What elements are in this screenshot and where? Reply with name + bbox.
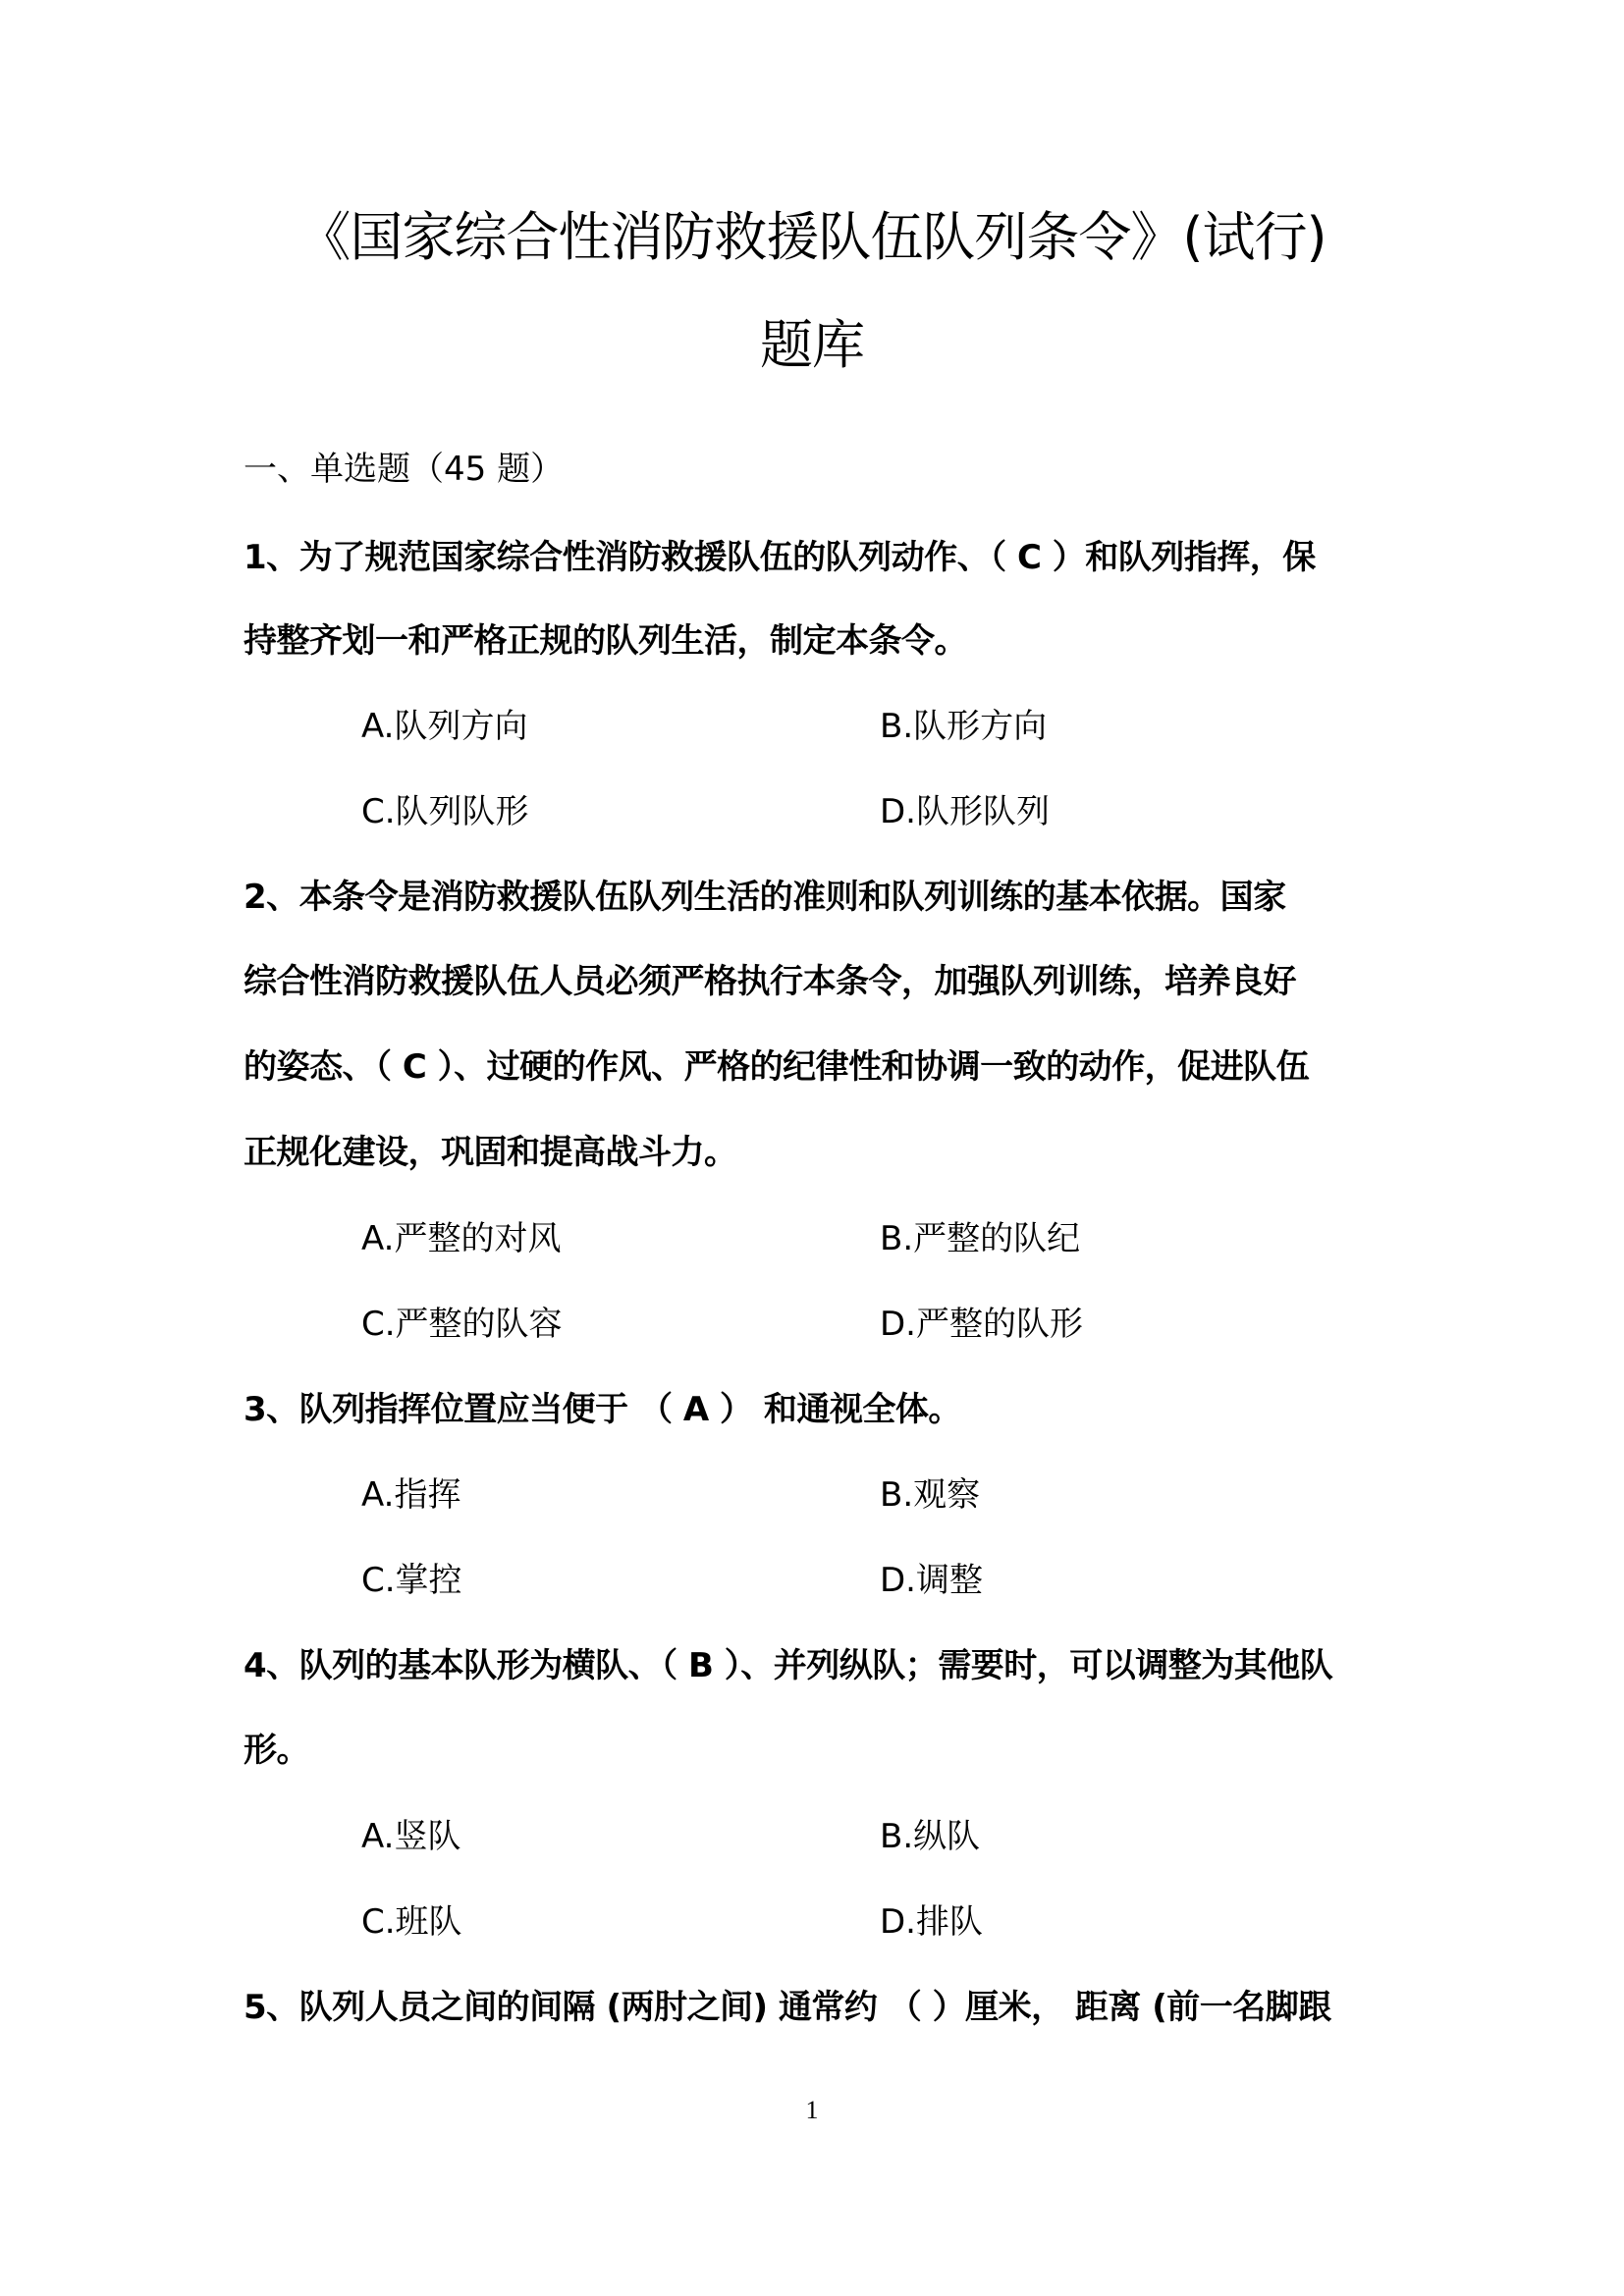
question-1-option-d: D.队形队列: [880, 792, 1050, 831]
question-2-text-line-3: 的姿态、（ C ）、过硬的作风、严格的纪律性和协调一致的动作，促进队伍: [244, 1047, 1310, 1087]
question-3-option-a: A.指挥: [361, 1475, 461, 1515]
page-number: 1: [805, 2096, 819, 2124]
question-4-text-line-2: 形。: [244, 1731, 309, 1770]
question-3-option-d: D.调整: [880, 1561, 983, 1600]
question-4-option-d: D.排队: [880, 1902, 983, 1942]
section-heading-single-choice: 一、单选题（45 题）: [244, 450, 565, 489]
question-3-option-b: B.观察: [880, 1475, 981, 1515]
question-2-option-c: C.严整的队容: [361, 1305, 563, 1344]
question-1-option-b: B.队形方向: [880, 707, 1048, 746]
question-1-text-line-1: 1、为了规范国家综合性消防救援队伍的队列动作、（ C ）和队列指挥，保: [244, 538, 1316, 577]
question-5-text-line-1: 5、队列人员之间的间隔 (两肘之间) 通常约 （ ）厘米， 距离 (前一名脚跟: [244, 1988, 1331, 2027]
question-1-text-line-2: 持整齐划一和严格正规的队列生活，制定本条令。: [244, 621, 967, 661]
question-2-option-d: D.严整的队形: [880, 1305, 1083, 1344]
document-title-line-2: 题库: [760, 314, 864, 376]
question-2-text-line-1: 2、本条令是消防救援队伍队列生活的准则和队列训练的基本依据。国家: [244, 878, 1286, 917]
question-2-text-line-4: 正规化建设，巩固和提高战斗力。: [244, 1133, 737, 1172]
question-1-option-c: C.队列队形: [361, 792, 529, 831]
question-3-text-line-1: 3、队列指挥位置应当便于 （ A ） 和通视全体。: [244, 1390, 961, 1429]
document-title-line-1: 《国家综合性消防救援队伍队列条令》(试行): [298, 206, 1326, 268]
question-4-text-line-1: 4、队列的基本队形为横队、（ B ）、并列纵队；需要时，可以调整为其他队: [244, 1646, 1333, 1685]
question-2-text-line-2: 综合性消防救援队伍人员必须严格执行本条令，加强队列训练，培养良好: [244, 962, 1296, 1001]
question-2-option-a: A.严整的对风: [361, 1219, 562, 1258]
question-4-option-b: B.纵队: [880, 1817, 981, 1856]
question-3-option-c: C.掌控: [361, 1561, 462, 1600]
question-4-option-a: A.竖队: [361, 1817, 461, 1856]
question-2-option-b: B.严整的队纪: [880, 1219, 1081, 1258]
question-1-option-a: A.队列方向: [361, 707, 528, 746]
question-4-option-c: C.班队: [361, 1902, 462, 1942]
